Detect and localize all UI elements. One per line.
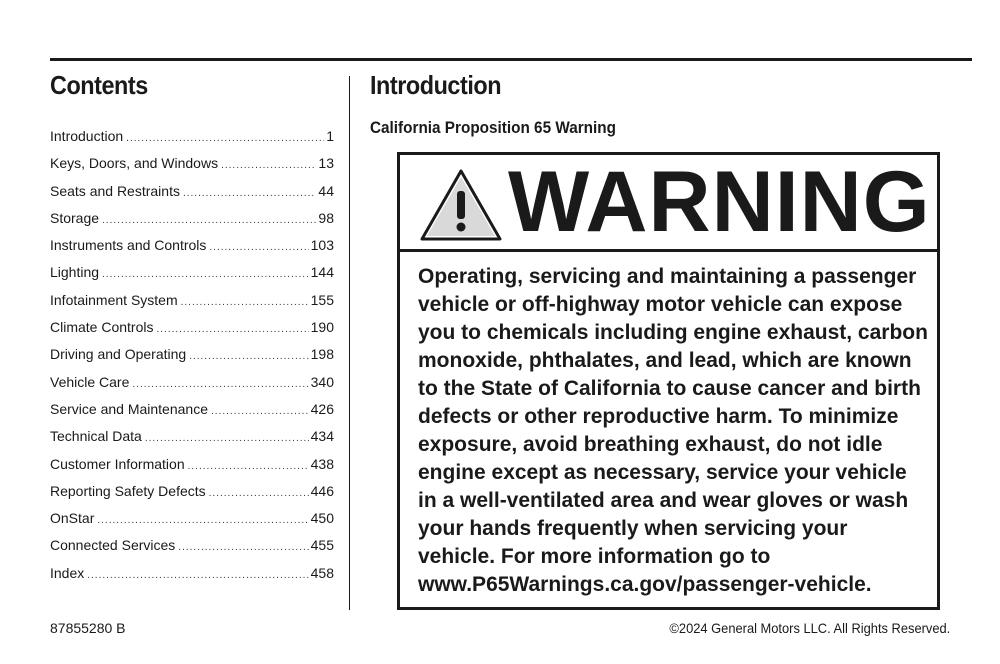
toc-item-page: 438 [310, 455, 334, 472]
toc-item[interactable] [50, 510, 334, 537]
warning-body-line: engine except as necessary, service your vehicle [418, 461, 907, 484]
toc-dot-leader [102, 269, 309, 280]
toc-item-label: Seats and Restraints [50, 182, 180, 199]
toc-item-page: 434 [310, 428, 334, 445]
warning-heading: WARNING [508, 154, 931, 250]
toc-item-page: 198 [310, 346, 334, 363]
toc-item-page: 144 [310, 264, 334, 281]
toc-item[interactable] [50, 401, 334, 428]
toc-dot-leader [183, 188, 316, 199]
toc-dot-leader [178, 542, 308, 553]
warning-body-line: www.P65Warnings.ca.gov/passenger-vehicle. [418, 573, 872, 596]
toc-dot-leader [188, 461, 309, 472]
warning-body-line: vehicle or off-highway motor vehicle can expose [418, 293, 903, 316]
contents-title: Contents [50, 70, 148, 100]
toc-dot-leader [189, 351, 308, 362]
column-divider [349, 76, 350, 610]
toc-item-label: Reporting Safety Defects [50, 482, 206, 499]
toc-item[interactable] [50, 537, 334, 564]
toc-dot-leader [209, 488, 309, 499]
toc-item-label: Instruments and Controls [50, 237, 207, 254]
warning-body-line: in a well-ventilated area and wear gloves or wash [418, 489, 909, 512]
toc-item-page: 450 [310, 510, 334, 527]
toc-item-label: Keys, Doors, and Windows [50, 155, 219, 172]
copyright-notice: ©2024 General Motors LLC. All Rights Reserved. [669, 620, 950, 636]
toc-item[interactable] [50, 292, 334, 319]
toc-item[interactable] [50, 237, 334, 264]
toc-item-label: Index [50, 564, 85, 581]
warning-body-line: you to chemicals including engine exhaust, carbon [418, 321, 928, 344]
warning-header [400, 155, 937, 252]
toc-item[interactable] [50, 565, 334, 592]
toc-item[interactable] [50, 346, 334, 373]
toc-item-page: 426 [310, 400, 334, 417]
toc-dot-leader [156, 324, 308, 335]
toc-item[interactable] [50, 183, 334, 210]
toc-item-label: Service and Maintenance [50, 400, 208, 417]
toc-item[interactable] [50, 264, 334, 291]
toc-item-page: 1 [326, 128, 334, 144]
toc-item-label: OnStar [50, 510, 95, 527]
toc-item[interactable] [50, 483, 334, 510]
toc-dot-leader [181, 297, 309, 308]
toc-item-label: Customer Information [50, 455, 185, 472]
table-of-contents [50, 128, 334, 592]
toc-item-page: 103 [310, 237, 334, 254]
warning-body-line: to the State of California to cause cancer and birth [418, 377, 921, 400]
toc-item-label: Lighting [50, 264, 100, 281]
toc-item-label: Infotainment System [50, 291, 178, 308]
toc-item-label: Storage [50, 209, 100, 226]
warning-body-line: exposure, avoid breathing exhaust, do not idle [418, 433, 883, 456]
toc-item-page: 455 [310, 537, 334, 554]
toc-item-label: Connected Services [50, 537, 176, 554]
toc-item-label: Driving and Operating [50, 346, 187, 363]
toc-item[interactable] [50, 319, 334, 346]
toc-dot-leader [209, 242, 308, 253]
toc-item-label: Technical Data [50, 428, 142, 445]
toc-item-page: 13 [318, 155, 334, 172]
proposition-65-subtitle: California Proposition 65 Warning [370, 118, 616, 137]
toc-dot-leader [87, 570, 308, 581]
toc-dot-leader [97, 515, 308, 526]
toc-dot-leader [102, 215, 316, 226]
warning-body-line: monoxide, phthalates, and lead, which are known [418, 349, 912, 372]
toc-item[interactable] [50, 374, 334, 401]
toc-item-page: 155 [310, 291, 334, 308]
toc-item[interactable] [50, 210, 334, 237]
warning-body-line: defects or other reproductive harm. To minimize [418, 405, 899, 428]
toc-item-page: 98 [318, 209, 334, 226]
toc-item-page: 44 [318, 182, 334, 199]
warning-body-line: your hands frequently when servicing your [418, 517, 848, 540]
toc-dot-leader [211, 406, 309, 417]
toc-item[interactable] [50, 456, 334, 483]
toc-item[interactable] [50, 155, 334, 182]
toc-item-page: 190 [310, 319, 334, 336]
toc-item[interactable] [50, 428, 334, 455]
toc-item-label: Introduction [50, 128, 124, 144]
top-rule [50, 58, 972, 61]
toc-item-page: 340 [310, 373, 334, 390]
warning-body-line: Operating, servicing and maintaining a passenger [418, 265, 917, 288]
introduction-title: Introduction [370, 70, 502, 100]
toc-item-label: Climate Controls [50, 319, 154, 336]
warning-body-line: vehicle. For more information go to [418, 545, 771, 568]
document-number: 87855280 B [50, 620, 126, 636]
toc-item-page: 458 [310, 564, 334, 581]
toc-dot-leader [221, 160, 316, 171]
toc-dot-leader [145, 433, 309, 444]
toc-item-label: Vehicle Care [50, 373, 130, 390]
warning-triangle-icon [418, 167, 504, 243]
toc-item-page: 446 [310, 482, 334, 499]
toc-dot-leader [126, 133, 324, 144]
toc-item[interactable] [50, 128, 334, 155]
warning-body [418, 263, 938, 599]
toc-dot-leader [132, 379, 308, 390]
prop65-warning-box [397, 152, 940, 610]
